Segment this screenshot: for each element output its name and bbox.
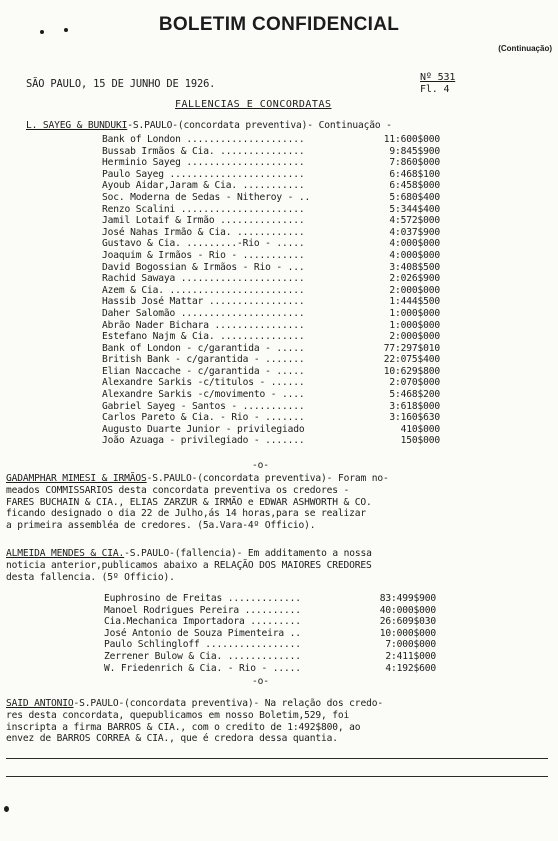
- creditor-row: [104, 639, 444, 651]
- said-firm-name: SAID ANTONIO: [6, 698, 74, 709]
- credit-amount: 3:160$630: [389, 412, 440, 424]
- creditor-name: Paulo Schlingloff .................: [104, 639, 301, 651]
- creditor-name: Alexandre Sarkis -c/titulos - ......: [102, 377, 305, 389]
- paragraph-line: ficando designado o dia 22 de Julho,ás 14 horas,para se realizar: [6, 508, 367, 519]
- credit-amount: 10:629$800: [383, 365, 440, 377]
- creditor-row: [102, 424, 442, 436]
- credit-amount: 5:468$200: [389, 389, 440, 401]
- creditor-row: [102, 215, 442, 227]
- creditor-row: [102, 354, 442, 366]
- creditor-row: [102, 157, 442, 169]
- credit-amount: 5:680$400: [389, 191, 440, 203]
- creditor-name: Paulo Sayeg ........................: [102, 168, 305, 180]
- credit-amount: 2:000$000: [389, 284, 440, 296]
- creditor-row: [104, 663, 444, 675]
- almeida-separator: -o-: [252, 676, 269, 687]
- creditor-name: Augusto Duarte Junior - privilegiado: [102, 423, 305, 435]
- credit-amount: 2:411$000: [385, 650, 436, 662]
- creditor-row: [102, 192, 442, 204]
- creditor-name: Daher Salomão ......................: [102, 307, 305, 319]
- creditor-name: Bussab Irmãos & Cia. ...............: [102, 145, 305, 157]
- said-paragraph: [6, 710, 360, 745]
- bulletin-number: Nº 531: [420, 72, 456, 83]
- creditor-row: [102, 250, 442, 262]
- credit-amount: 6:468$100: [389, 168, 440, 180]
- paragraph-line: noticia anterior,publicamos abaixo a RELAÇÃO DOS MAIORES CREDORES: [6, 560, 372, 571]
- creditor-name: Cia.Mechanica Importadora .........: [104, 616, 301, 628]
- credit-amount: 410$000: [400, 423, 440, 435]
- credit-amount: 22:075$400: [383, 354, 440, 366]
- creditor-row: [102, 146, 442, 158]
- ink-mark: [4, 806, 9, 812]
- creditor-name: Alexandre Sarkis -c/movimento - ....: [102, 389, 305, 401]
- creditor-row: [102, 169, 442, 181]
- creditor-name: Rachid Sawaya ......................: [102, 273, 305, 285]
- creditor-row: [104, 628, 444, 640]
- creditor-name: Ayoub Aidar,Jaram & Cia. ...........: [102, 180, 305, 192]
- creditor-name: Euphrosino de Freitas .............: [104, 593, 301, 604]
- creditor-row: [102, 377, 442, 389]
- credit-amount: 26:609$030: [379, 616, 436, 628]
- creditor-row: [102, 285, 442, 297]
- creditor-row: [102, 401, 442, 413]
- creditor-row: [104, 651, 444, 663]
- creditor-name: Joaquim & Irmãos - Rio - ...........: [102, 249, 305, 261]
- creditor-name: Estefano Najm & Cia. ...............: [102, 331, 305, 343]
- creditor-row: [102, 134, 442, 146]
- gadamphar-firm-name: GADAMPHAR MIMESI & IRMÃOS: [6, 473, 147, 484]
- credit-amount: 7:000$000: [385, 639, 436, 651]
- creditor-name: Abrão Nader Bichara ................: [102, 319, 305, 331]
- almeida-firm-name: ALMEIDA MENDES & CIA.: [6, 548, 125, 559]
- almeida-creditor-list: [104, 593, 444, 674]
- creditor-name: João Azuaga - privilegiado - .......: [102, 435, 305, 447]
- creditor-row: [102, 320, 442, 332]
- credit-amount: 4:000$000: [389, 238, 440, 250]
- sayeg-heading-rest: -S.PAULO-(concordata preventiva)- Continuação -: [127, 120, 392, 131]
- credit-amount: 2:026$900: [389, 273, 440, 285]
- creditor-name: Manoel Rodrigues Pereira ..........: [104, 604, 301, 616]
- creditor-name: Herminio Sayeg .....................: [102, 157, 305, 169]
- paragraph-line: res desta concordata, quepublicamos em nosso Boletim,529, foi: [6, 710, 350, 721]
- credit-amount: 77:297$010: [383, 342, 440, 354]
- credit-amount: 2:000$000: [389, 331, 440, 343]
- creditor-name: Renzo Scalini ......................: [102, 203, 305, 215]
- creditor-row: [102, 308, 442, 320]
- credit-amount: 2:070$000: [389, 377, 440, 389]
- creditor-name: Jamil Lotaif & Irmão ...............: [102, 215, 305, 227]
- creditor-row: [102, 331, 442, 343]
- paragraph-line: a primeira assembléa de credores. (5a.Vara-4º Officio).: [6, 519, 316, 531]
- credit-amount: 1:444$500: [389, 296, 440, 308]
- credit-amount: 6:458$000: [389, 180, 440, 192]
- creditor-row: [102, 343, 442, 355]
- creditor-row: [102, 366, 442, 378]
- creditor-name: British Bank - c/garantida - .......: [102, 354, 305, 366]
- almeida-heading: [6, 548, 372, 559]
- creditor-name: José Antonio de Souza Pimenteira ..: [104, 627, 301, 639]
- creditor-row: [102, 296, 442, 308]
- bottom-rule: [6, 776, 548, 777]
- creditor-name: Gustavo & Cia. .........-Rio - .....: [102, 238, 305, 250]
- creditor-row: [102, 238, 442, 250]
- paragraph-line: desta fallencia. (5º Officio).: [6, 571, 175, 583]
- credit-amount: 1:000$000: [389, 319, 440, 331]
- creditor-row: [102, 227, 442, 239]
- credit-amount: 5:344$400: [389, 203, 440, 215]
- creditor-row: [104, 616, 444, 628]
- creditor-name: José Nahas Irmão & Cia. ............: [102, 226, 305, 238]
- gadamphar-paragraph: [6, 485, 372, 531]
- credit-amount: 3:408$500: [389, 261, 440, 273]
- almeida-paragraph: [6, 560, 372, 583]
- said-heading: [6, 698, 383, 709]
- creditor-name: W. Friedenrich & Cia. - Rio - .....: [104, 662, 301, 674]
- creditor-row: [104, 593, 444, 605]
- document-title: BOLETIM CONFIDENCIAL: [158, 14, 400, 35]
- credit-amount: 1:000$000: [389, 307, 440, 319]
- gadamphar-heading-rest: -S.PAULO-(concordata preventiva)- Foram no-: [146, 473, 389, 484]
- sayeg-firm-name: L. SAYEG & BUNDUKI: [26, 120, 128, 131]
- paragraph-line: meados COMMISSARIOS desta concordata preventiva os credores -: [6, 485, 350, 496]
- creditor-row: [102, 180, 442, 192]
- credit-amount: 4:037$900: [389, 226, 440, 238]
- said-heading-rest: -S.PAULO-(concordata preventiva)- Na relação dos credo-: [73, 698, 383, 709]
- paragraph-line: inscripta a firma BARROS & CIA., com o credito de 1:492$800, ao: [6, 721, 361, 733]
- credit-amount: 11:600$000: [383, 134, 440, 145]
- creditor-name: Elian Naccache - c/garantida - .....: [102, 365, 305, 377]
- creditor-name: David Bogossian & Irmãos - Rio - ...: [102, 261, 305, 273]
- creditor-name: Bank of London .....................: [102, 134, 305, 145]
- creditor-row: [104, 605, 444, 617]
- credit-amount: 40:000$000: [379, 604, 436, 616]
- creditor-name: Gabriel Sayeg - Santos - ...........: [102, 400, 305, 412]
- creditor-name: Zerrener Bulow & Cia. .............: [104, 650, 301, 662]
- creditor-row: [102, 412, 442, 424]
- sayeg-separator: -o-: [252, 460, 269, 471]
- section-heading: FALLENCIAS E CONCORDATAS: [175, 99, 332, 110]
- credit-amount: 150$000: [400, 435, 440, 447]
- creditor-row: [102, 262, 442, 274]
- creditor-row: [102, 435, 442, 447]
- credit-amount: 3:618$000: [389, 400, 440, 412]
- place-date: SÃO PAULO, 15 DE JUNHO DE 1926.: [26, 78, 216, 90]
- creditor-name: Carlos Pareto & Cia. - Rio - .......: [102, 412, 305, 424]
- continuation-label: (Continuação): [498, 44, 552, 53]
- creditor-name: Soc. Moderna de Sedas - Nitheroy - ..: [102, 191, 311, 203]
- creditor-name: Hassib José Mattar .................: [102, 296, 305, 308]
- credit-amount: 9:845$900: [389, 145, 440, 157]
- creditor-row: [102, 389, 442, 401]
- creditor-name: Azem & Cia. ........................: [102, 284, 305, 296]
- credit-amount: 10:000$000: [379, 627, 436, 639]
- folio-number: Fl. 4: [420, 84, 450, 95]
- credit-amount: 83:499$900: [379, 593, 436, 604]
- creditor-row: [102, 273, 442, 285]
- sayeg-creditor-list: [102, 134, 442, 447]
- credit-amount: 4:000$000: [389, 249, 440, 261]
- almeida-heading-rest: -S.PAULO-(fallencia)- Em additamento a nossa: [124, 548, 372, 559]
- creditor-row: [102, 204, 442, 216]
- credit-amount: 7:860$000: [389, 157, 440, 169]
- credit-amount: 4:572$000: [389, 215, 440, 227]
- creditor-name: Bank of London - c/garantida - .....: [102, 342, 305, 354]
- bottom-rule: [6, 758, 548, 759]
- paragraph-line: FARES BUCHAIN & CIA., ELIAS ZARZUR & IRMÃO e EDWAR ASHWORTH & CO.: [6, 496, 372, 508]
- gadamphar-heading: [6, 473, 389, 484]
- sayeg-heading: [26, 120, 392, 131]
- paragraph-line: envez de BARROS CORREA & CIA., que é credora dessa quantia.: [6, 733, 338, 744]
- credit-amount: 4:192$600: [385, 662, 436, 674]
